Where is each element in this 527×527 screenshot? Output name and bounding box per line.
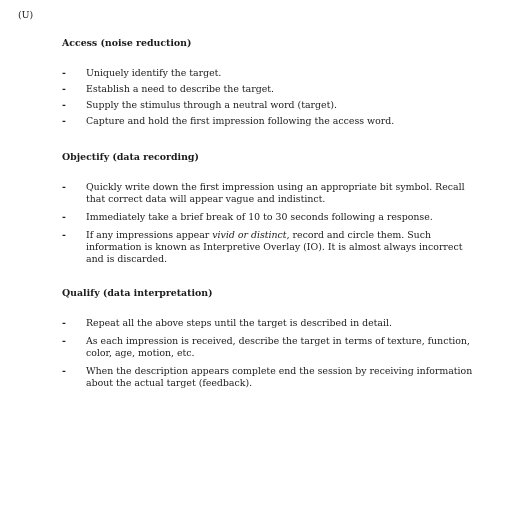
list-item-text: Uniquely identify the target. [86,68,222,79]
bullet-list [62,318,482,390]
dash-marker: - [62,100,66,111]
bullet-list [62,182,482,266]
dash-marker: - [62,68,66,79]
section-qualify [62,288,482,396]
list-item-text: If any impressions appear vivid or distinct, record and circle them. Such information is known as Interpretive Overlay (IO). It is almost always incorrect and is discarded. [86,230,463,265]
bullet-list [62,68,482,128]
section-access [62,38,482,132]
dash-marker: - [62,366,66,377]
dash-marker: - [62,318,66,329]
list-item [62,212,482,224]
classification-marking: (U) [18,10,34,21]
list-item-text: As each impression is received, describe the target in terms of texture, function, color, age, motion, etc. [86,336,470,359]
list-item-text: Repeat all the above steps until the target is described in detail. [86,318,392,329]
list-item [62,336,482,360]
section-heading: Access (noise reduction) [62,38,192,49]
list-item-text: Supply the stimulus through a neutral word (target). [86,100,337,111]
section-heading: Objectify (data recording) [62,152,199,163]
list-item [62,100,482,112]
dash-marker: - [62,84,66,95]
dash-marker: - [62,182,66,193]
list-item [62,366,482,390]
list-item-text: Immediately take a brief break of 10 to 30 seconds following a response. [86,212,433,223]
dash-marker: - [62,116,66,127]
list-item [62,318,482,330]
section-objectify [62,152,482,272]
list-item [62,230,482,266]
list-item [62,116,482,128]
list-item-text: Establish a need to describe the target. [86,84,275,95]
list-item [62,182,482,206]
list-item-text: Capture and hold the first impression following the access word. [86,116,395,127]
list-item [62,68,482,80]
list-item [62,84,482,96]
section-heading: Qualify (data interpretation) [62,288,213,299]
dash-marker: - [62,230,66,241]
list-item-text: Quickly write down the first impression using an appropriate bit symbol. Recall that correct data will appear vague and indistinct. [86,182,465,205]
list-item-text: When the description appears complete end the session by receiving information about the actual target (feedback). [86,366,473,389]
dash-marker: - [62,212,66,223]
dash-marker: - [62,336,66,347]
emphasis-text: vivid or distinct [212,230,287,241]
